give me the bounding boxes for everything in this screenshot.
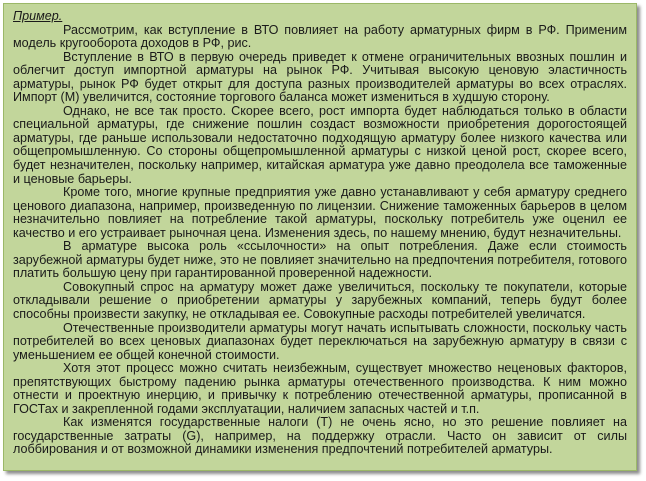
example-text-panel xyxy=(3,3,637,471)
paragraph-non-price-factors: Хотя этот процесс можно считать неизбежным, существует множество неценовых факторов, препятствующих быстрому падению рынка арматуры отечественного производства. К ним можно отнести и проектную инерцию, и привычку к потреблению отечественной арматуры, прописанной в ГОСТах и закрепленной годами эксплуатации, наличием запасных частей и т.п. xyxy=(13,361,627,416)
paragraph-mid-range-valves: Кроме того, многие крупные предприятия уже давно устанавливают у себя арматуру среднего ценового диапазона, например, произведенную по лицензии. Снижение таможенных барьеров в целом незначительно повлияет на потребление такой арматуры, поскольку потребитель уже оценил ее качество и его устраивает рыночная цена. Изменения здесь, по нашему мнению, будут незначительны. xyxy=(13,185,627,240)
paragraph-domestic-producers: Отечественные производители арматуры могут начать испытывать сложности, поскольку часть потребителей во всех ценовых диапазонах будет переключаться на зарубежную арматуру в связи с уменьшением ее общей конечной стоимости. xyxy=(13,320,627,362)
paragraph-aggregate-demand: Совокупный спрос на арматуру может даже увеличиться, поскольку те покупатели, которые откладывали решение о приобретении арматуры у зарубежных компаний, теперь будут более способны произвести закупку, не откладывая ее. Совокупные расходы потребителей увеличатся. xyxy=(13,279,627,321)
paragraph-government-taxes: Как изменятся государственные налоги (Т) не очень ясно, но это решение повлияет на государственные затраты (G), например, на поддержку отрасли. Часто он зависит от силы лоббирования и от возможной динамики изменения предпочтений потребителей арматуры. xyxy=(13,415,627,457)
paragraph-reference-role: В арматуре высока роль «ссылочности» на опыт потребления. Даже если стоимость зарубежной арматуры будет ниже, это не повлияет значительно на предпочтения потребителя, готового платить большую цену при гарантированной проверенной надежности. xyxy=(13,239,627,281)
paragraph-import-duties: Вступление в ВТО в первую очередь приведет к отмене ограничительных ввозных пошлин и облегчит доступ импортной арматуры на рынок РФ. Учитывая высокую ценовую эластичность арматуры, рынок РФ будет открыт для доступа разных производителей арматуры во всех отраслях. Импорт (М) увеличится, состояние торгового баланса может измениться в худшую сторону. xyxy=(13,49,627,105)
example-heading: Пример. xyxy=(13,9,63,23)
paragraph-wto-model: Рассмотрим, как вступление в ВТО повлияет на работу арматурных фирм в РФ. Применим модель кругооборота доходов в РФ, рис. xyxy=(13,22,627,51)
paragraph-special-valves: Однако, не все так просто. Скорее всего, рост импорта будет наблюдаться только в области специальной арматуры, где снижение пошлин создаст возможности приобретения дорогостоящей арматуры, где раньше использовали недостаточно подходящую арматуру более низкого качества или общепромышленную. Со стороны общепромышленной арматуры с низкой ценой рост, скорее всего, будет незначителен, поскольку например, китайская арматура уже давно преодолела все таможенные и ценовые барьеры. xyxy=(13,103,627,186)
